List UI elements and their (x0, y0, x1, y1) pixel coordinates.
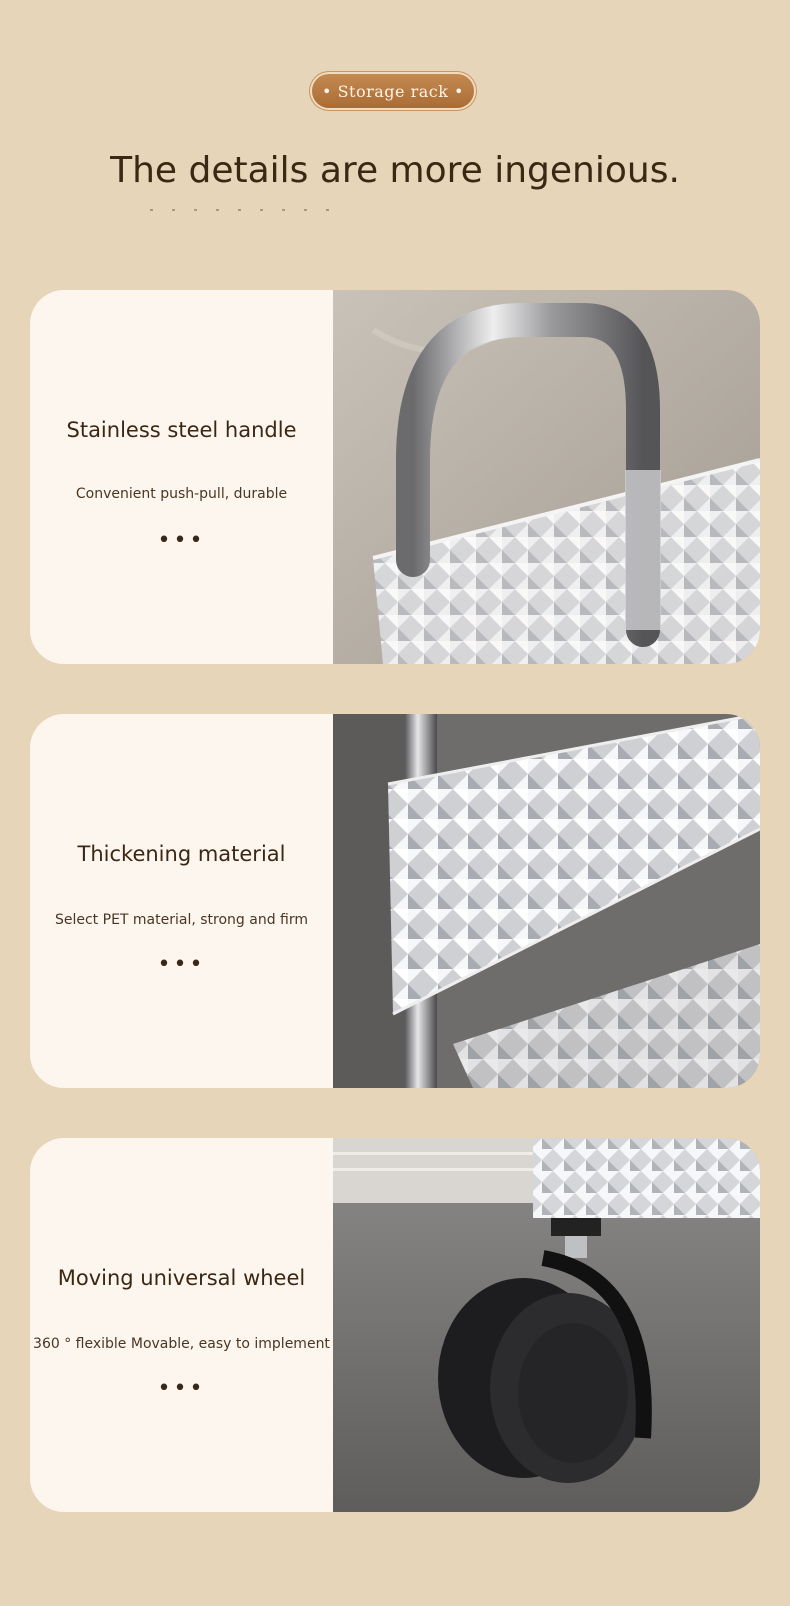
feature-description: Convenient push-pull, durable (75, 486, 288, 502)
feature-title: Stainless steel handle (66, 418, 297, 442)
feature-description: 360 ° flexible Movable, easy to implement (33, 1336, 330, 1352)
more-dots-icon: ••• (157, 1376, 206, 1401)
handle-photo (333, 290, 760, 664)
faded-subtitle-decoration (150, 209, 340, 211)
feature-text (30, 1138, 333, 1512)
feature-card-wheel (30, 1138, 760, 1512)
feature-title: Thickening material (77, 842, 286, 866)
feature-title: Moving universal wheel (57, 1266, 306, 1290)
feature-card-material (30, 714, 760, 1088)
wheel-photo (333, 1138, 760, 1512)
more-dots-icon: ••• (157, 528, 206, 553)
feature-text (30, 714, 333, 1088)
feature-description: Select PET material, strong and firm (54, 912, 309, 928)
feature-text (30, 290, 333, 664)
page-headline: The details are more ingenious. (110, 150, 680, 191)
material-photo (333, 714, 760, 1088)
feature-card-handle (30, 290, 760, 664)
more-dots-icon: ••• (157, 952, 206, 977)
category-badge: • Storage rack • (312, 74, 474, 108)
